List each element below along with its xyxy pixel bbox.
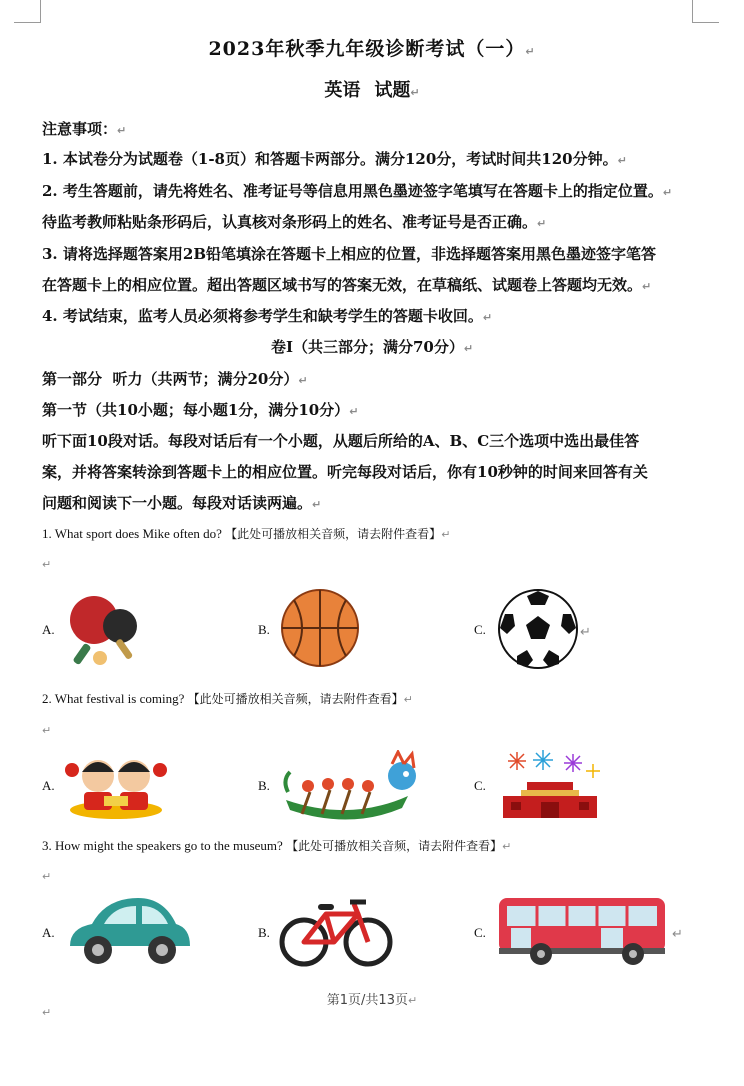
notice-heading: 注意事项：↵: [42, 120, 127, 138]
notice-item: 在答题卡上的相应位置。超出答题区域书写的答案无效，在草稿纸、试题卷上答题均无效。↵: [42, 276, 652, 294]
paragraph-mark: ↵: [42, 1006, 52, 1019]
page-title: 2023年秋季九年级诊断考试（一）↵: [208, 38, 536, 60]
audio-note[interactable]: 【此处可播放相关音频，请去附件查看】: [225, 527, 442, 541]
option-letter: B.: [258, 622, 270, 637]
question-2: 2. What festival is coming? 【此处可播放相关音频，请去附件查看】↵: [42, 691, 413, 706]
part-heading: 第一部分 听力（共两节；满分20分）↵: [42, 370, 308, 388]
volume-heading: 卷Ⅰ（共三部分；满分70分）↵: [270, 338, 474, 356]
option-letter: B.: [258, 925, 270, 940]
national-day-icon: [497, 748, 603, 820]
crop-mark-top-right: [692, 0, 719, 23]
paragraph-mark: ↵: [580, 624, 591, 639]
notice-item: 1. 本试卷分为试题卷（1-8页）和答题卡两部分。满分120分，考试时间共120分钟。↵: [42, 150, 627, 168]
instruction-line: 问题和阅读下一小题。每段对话读两遍。↵: [42, 494, 322, 512]
option-letter: A.: [42, 778, 55, 793]
instruction-line: 听下面10段对话。每段对话后有一个小题，从题后所给的A、B、C三个选项中选出最佳答: [42, 432, 640, 450]
notice-item: 4. 考试结束，监考人员必须将参考学生和缺考学生的答题卡收回。↵: [42, 307, 493, 325]
car-icon: [64, 892, 194, 968]
question-1: 1. What sport does Mike often do? 【此处可播放相关音频，请去附件查看】↵: [42, 526, 451, 541]
paragraph-mark: ↵: [672, 926, 683, 941]
option-letter: C.: [474, 778, 486, 793]
section-heading: 第一节（共10小题；每小题1分，满分10分）↵: [42, 401, 359, 419]
instruction-line: 案，并将答案转涂到答题卡上的相应位置。听完每段对话后，你有10秒钟的时间来回答有关: [42, 463, 648, 481]
dragon-boat-icon: [280, 750, 420, 822]
paragraph-mark: ↵: [42, 558, 52, 571]
bus-icon: [497, 892, 671, 968]
option-letter: A.: [42, 925, 55, 940]
notice-item: 3. 请将选择题答案用2B铅笔填涂在答题卡上相应的位置，非选择题答案用黑色墨迹签字笔答: [42, 245, 657, 263]
audio-note[interactable]: 【此处可播放相关音频，请去附件查看】: [286, 839, 503, 853]
notice-item: 待监考教师粘贴条形码后，认真核对条形码上的姓名、准考证号是否正确。↵: [42, 213, 547, 231]
option-letter: B.: [258, 778, 270, 793]
option-letter: C.: [474, 622, 486, 637]
notice-item: 2. 考生答题前，请先将姓名、准考证号等信息用黑色墨迹签字笔填写在答题卡上的指定位置。↵: [42, 182, 673, 200]
basketball-icon: [280, 588, 360, 668]
audio-note[interactable]: 【此处可播放相关音频，请去附件查看】: [187, 692, 404, 706]
option-letter: A.: [42, 622, 55, 637]
ping-pong-icon: [64, 588, 142, 670]
spring-festival-icon: [64, 748, 168, 820]
bicycle-icon: [278, 892, 394, 968]
page-subtitle: 英语 试题↵: [324, 80, 420, 101]
page-footer: 第1页/共13页↵: [326, 993, 418, 1008]
question-3: 3. How might the speakers go to the museum? 【此处可播放相关音频，请去附件查看】↵: [42, 838, 512, 853]
option-letter: C.: [474, 925, 486, 940]
crop-mark-top-left: [14, 0, 41, 23]
paragraph-mark: ↵: [42, 724, 52, 737]
paragraph-mark: ↵: [42, 870, 52, 883]
soccer-ball-icon: [497, 588, 579, 670]
